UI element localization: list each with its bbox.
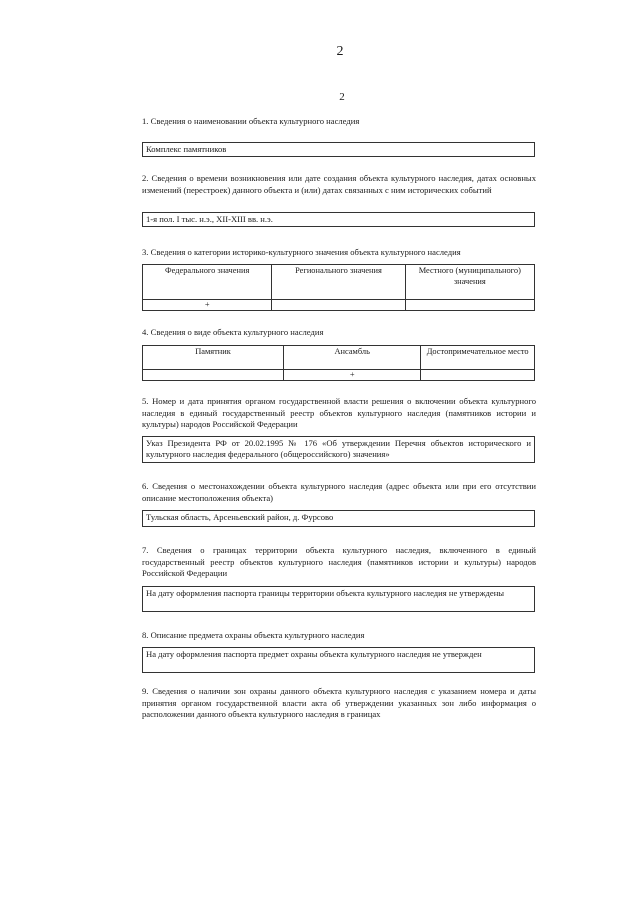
section-2-value: 1-я пол. I тыс. н.э., XII-XIII вв. н.э.	[142, 212, 535, 227]
section-4-type-table	[142, 345, 535, 381]
type-header-landmark: Достопримечательное место	[421, 346, 535, 370]
category-header-regional: Регионального значения	[272, 265, 405, 300]
section-6-heading: 6. Сведения о местонахождении объекта культурного наследия (адрес объекта или при его отсутствии описание местоположения объекта)	[142, 481, 536, 503]
category-mark-regional	[272, 300, 405, 311]
section-5-heading: 5. Номер и дата принятия органом государственной власти решения о включении объекта культурного наследия в единый государственный реестр объектов культурного наследия (памятников истории и культуры) народов Российской Федерации	[142, 396, 536, 429]
section-5-value: Указ Президента РФ от 20.02.1995 № 176 «Об утверждении Перечня объектов исторического и культурного наследия федерального (общероссийского) значения»	[142, 436, 535, 463]
category-header-federal: Федерального значения	[143, 265, 272, 300]
section-1-value: Комплекс памятников	[142, 142, 535, 157]
category-mark-local	[405, 300, 534, 311]
type-mark-monument	[143, 370, 284, 381]
type-mark-landmark	[421, 370, 535, 381]
type-header-monument: Памятник	[143, 346, 284, 370]
section-3-heading: 3. Сведения о категории историко-культурного значения объекта культурного наследия	[142, 247, 461, 257]
category-mark-federal: +	[143, 300, 272, 311]
page-number-inner: 2	[339, 91, 345, 103]
section-7-heading: 7. Сведения о границах территории объекта культурного наследия, включенного в единый государственный реестр объектов культурного наследия (памятников истории и культуры) народов Российской Федерации	[142, 545, 536, 578]
section-8-value: На дату оформления паспорта предмет охраны объекта культурного наследия не утвержден	[142, 647, 535, 673]
section-6-value: Тульская область, Арсеньевский район, д. Фурсово	[142, 510, 535, 527]
section-4-heading: 4. Сведения о виде объекта культурного наследия	[142, 327, 324, 337]
section-7-value: На дату оформления паспорта границы территории объекта культурного наследия не утверждены	[142, 586, 535, 612]
section-3-category-table	[142, 264, 535, 311]
section-2-heading: 2. Сведения о времени возникновения или дате создания объекта культурного наследия, датах основных изменений (перестроек) данного объекта и (или) датах связанных с ним исторических событий	[142, 173, 536, 195]
type-header-ensemble: Ансамбль	[284, 346, 421, 370]
category-header-local: Местного (муниципального) значения	[405, 265, 534, 300]
section-8-heading: 8. Описание предмета охраны объекта культурного наследия	[142, 630, 365, 640]
type-mark-ensemble: +	[284, 370, 421, 381]
section-9-heading: 9. Сведения о наличии зон охраны данного объекта культурного наследия с указанием номера и даты принятия органом государственной власти акта об утверждении указанных зон либо информация о расположении данного объекта культурного наследия в границах	[142, 686, 536, 719]
page-number-outer: 2	[336, 44, 344, 59]
section-1-heading: 1. Сведения о наименовании объекта культурного наследия	[142, 116, 360, 126]
